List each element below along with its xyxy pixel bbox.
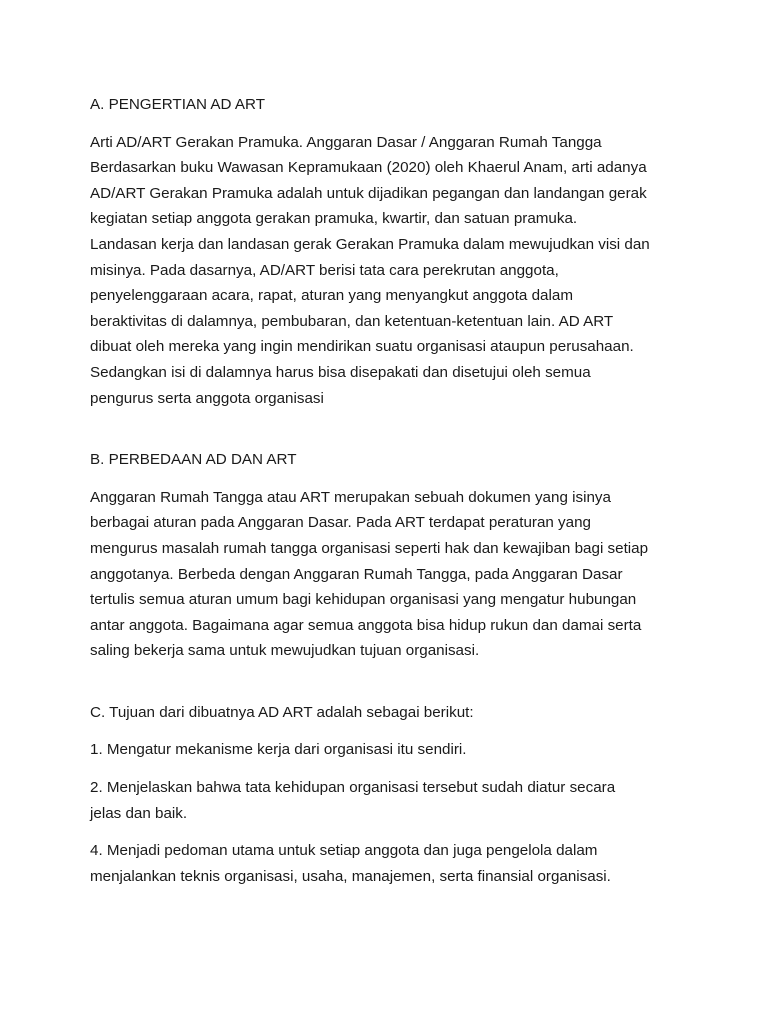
text-line: saling bekerja sama untuk mewujudkan tujuan organisasi. xyxy=(90,642,480,660)
text-line: misinya. Pada dasarnya, AD/ART berisi tata cara perekrutan anggota, xyxy=(90,261,559,279)
text-line: Arti AD/ART Gerakan Pramuka. Anggaran Dasar / Anggaran Rumah Tangga xyxy=(90,133,602,151)
document-body xyxy=(90,92,690,901)
text-line: Berdasarkan buku Wawasan Kepramukaan (2020) oleh Khaerul Anam, arti adanya xyxy=(90,159,647,177)
section-c xyxy=(90,700,690,890)
text-line: pengurus serta anggota organisasi xyxy=(90,389,324,407)
list-item xyxy=(90,775,690,826)
text-line: AD/ART Gerakan Pramuka adalah untuk dijadikan pegangan dan landangan gerak xyxy=(90,184,647,202)
text-line: Anggaran Rumah Tangga atau ART merupakan sebuah dokumen yang isinya xyxy=(90,488,611,506)
section-c-heading: C. Tujuan dari dibuatnya AD ART adalah sebagai berikut: xyxy=(90,703,474,721)
text-line: beraktivitas di dalamnya, pembubaran, dan ketentuan-ketentuan lain. AD ART xyxy=(90,312,614,330)
list-item xyxy=(90,737,690,763)
text-line: menjalankan teknis organisasi, usaha, manajemen, serta finansial organisasi. xyxy=(90,867,611,885)
section-b-heading: B. PERBEDAAN AD DAN ART xyxy=(90,451,297,469)
text-line: antar anggota. Bagaimana agar semua anggota bisa hidup rukun dan damai serta xyxy=(90,616,642,634)
text-line: 4. Menjadi pedoman utama untuk setiap anggota dan juga pengelola dalam xyxy=(90,842,598,860)
section-spacer xyxy=(90,664,690,700)
text-line: 2. Menjelaskan bahwa tata kehidupan organisasi tersebut sudah diatur secara xyxy=(90,779,616,797)
section-a xyxy=(90,92,690,411)
section-b xyxy=(90,447,690,664)
text-line: Landasan kerja dan landasan gerak Gerakan Pramuka dalam mewujudkan visi dan xyxy=(90,235,650,253)
text-line: kegiatan setiap anggota gerakan pramuka, kwartir, dan satuan pramuka. xyxy=(90,210,578,228)
section-a-paragraph xyxy=(90,130,690,412)
text-line: tertulis semua aturan umum bagi kehidupan organisasi yang mengatur hubungan xyxy=(90,591,637,609)
text-line: berbagai aturan pada Anggaran Dasar. Pada ART terdapat peraturan yang xyxy=(90,514,591,532)
text-line: Sedangkan isi di dalamnya harus bisa disepakati dan disetujui oleh semua xyxy=(90,363,591,381)
text-line: mengurus masalah rumah tangga organisasi seperti hak dan kewajiban bagi setiap xyxy=(90,539,649,557)
text-line: dibuat oleh mereka yang ingin mendirikan suatu organisasi ataupun perusahaan. xyxy=(90,338,634,356)
section-a-heading: A. PENGERTIAN AD ART xyxy=(90,96,265,113)
text-line: jelas dan baik. xyxy=(90,804,188,822)
section-spacer xyxy=(90,411,690,447)
text-line: anggotanya. Berbeda dengan Anggaran Rumah Tangga, pada Anggaran Dasar xyxy=(90,565,623,583)
text-line: penyelenggaraan acara, rapat, aturan yang menyangkut anggota dalam xyxy=(90,287,573,305)
list-item xyxy=(90,838,690,889)
section-b-paragraph xyxy=(90,485,690,664)
text-line: 1. Mengatur mekanisme kerja dari organisasi itu sendiri. xyxy=(90,741,467,759)
